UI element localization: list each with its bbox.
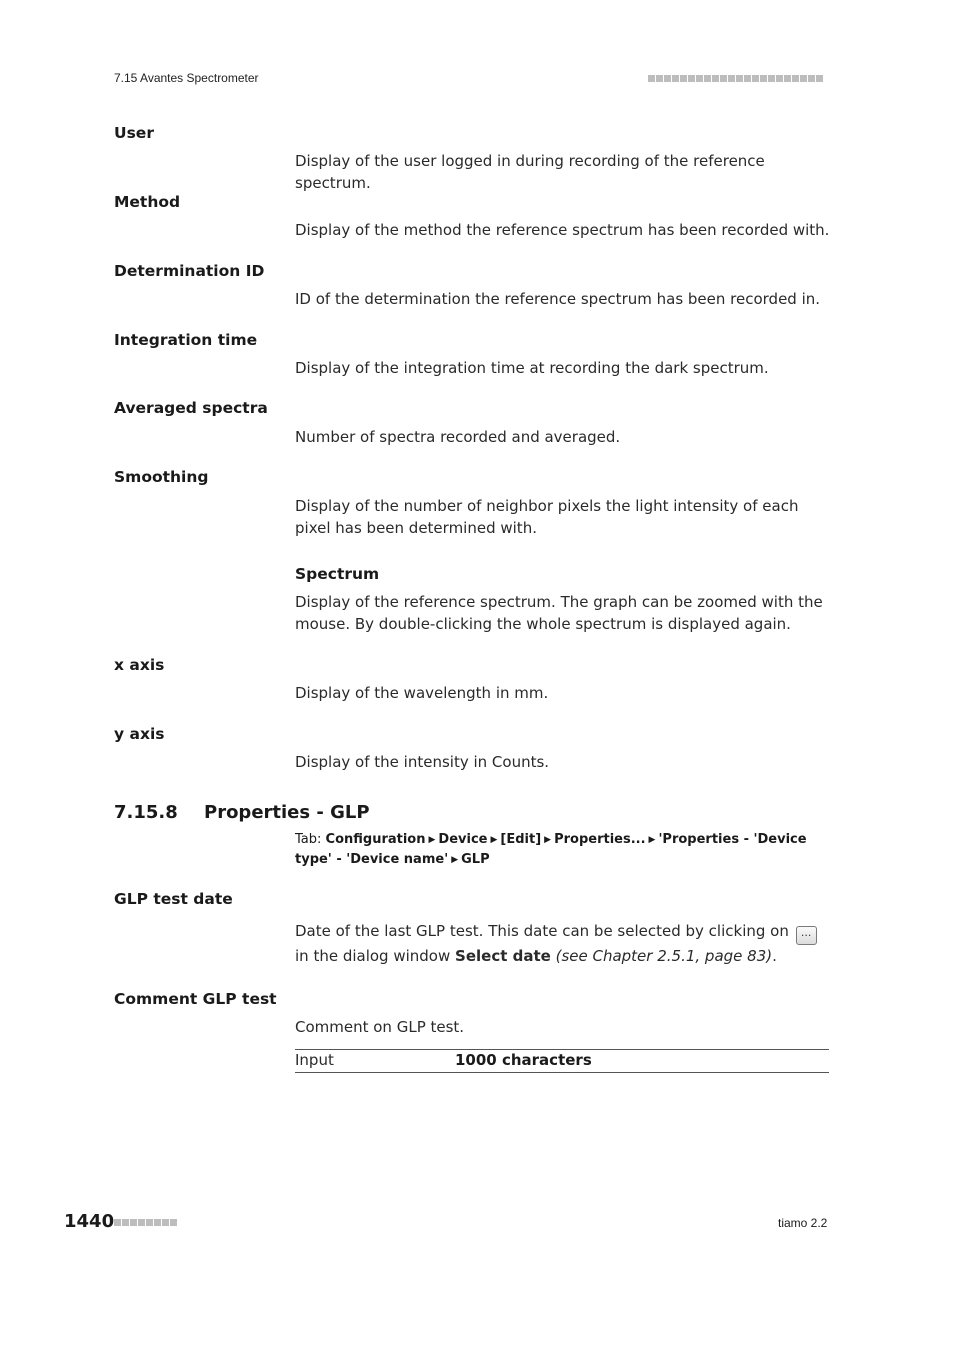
desc-smoothing: Display of the number of neighbor pixels the light intensity of each pixel has been determined with. — [295, 497, 799, 537]
term-averaged-spectra: Averaged spectra — [114, 399, 268, 417]
desc-user: Display of the user logged in during recording of the reference spectrum. — [295, 152, 765, 192]
path-arrow-icon: ▶ — [428, 835, 436, 845]
glp-date-text: Date of the last GLP test. This date can be selected by clicking on — [295, 922, 789, 940]
desc-y-axis: Display of the intensity in Counts. — [295, 753, 550, 771]
desc-method: Display of the method the reference spectrum has been recorded with. — [295, 221, 830, 239]
dialog-name: Select date — [455, 947, 551, 965]
path-glp: GLP — [461, 852, 490, 867]
input-label: Input — [295, 1051, 334, 1069]
term-comment-glp-test: Comment GLP test — [114, 990, 277, 1008]
path-arrow-icon: ▶ — [648, 835, 656, 845]
term-integration-time: Integration time — [114, 331, 258, 349]
path-arrow-icon: ▶ — [451, 855, 459, 865]
desc-integration-time: Display of the integration time at recording the dark spectrum. — [295, 359, 769, 377]
desc-averaged-spectra: Number of spectra recorded and averaged. — [295, 428, 621, 446]
glp-date-text-2: in the dialog window — [295, 947, 456, 965]
page-number: 1440 — [64, 1211, 115, 1232]
ellipsis-button-icon: ... — [796, 926, 817, 945]
path-configuration: Configuration — [325, 832, 426, 847]
desc-glp-test-date — [295, 920, 835, 967]
tab-prefix: Tab: — [295, 832, 326, 847]
input-value: 1000 characters — [455, 1051, 592, 1069]
term-glp-test-date: GLP test date — [114, 890, 233, 908]
section-number: 7.15.8 — [114, 802, 178, 823]
term-y-axis: y axis — [114, 725, 165, 743]
term-determination-id: Determination ID — [114, 262, 265, 280]
desc-x-axis: Display of the wavelength in mm. — [295, 684, 549, 702]
path-device: Device — [438, 832, 488, 847]
path-properties-dialog: 'Properties - 'Device type' - 'Device name' — [295, 832, 807, 867]
term-user: User — [114, 124, 154, 142]
product-name: tiamo 2.2 — [778, 1216, 828, 1230]
running-header: 7.15 Avantes Spectrometer — [114, 71, 259, 85]
input-spec-table — [295, 1049, 829, 1073]
chapter-reference-link[interactable]: (see Chapter 2.5.1, page 83) — [555, 947, 773, 965]
path-properties: Properties... — [554, 832, 646, 847]
desc-determination-id: ID of the determination the reference spectrum has been recorded in. — [295, 290, 821, 308]
term-smoothing: Smoothing — [114, 468, 209, 486]
header-dot-bar — [648, 75, 823, 82]
glp-date-end: . — [772, 947, 777, 965]
footer-dot-bar — [114, 1219, 177, 1226]
path-arrow-icon: ▶ — [490, 835, 498, 845]
path-edit: [Edit] — [500, 832, 542, 847]
term-method: Method — [114, 193, 181, 211]
section-title: Properties - GLP — [204, 802, 370, 823]
path-arrow-icon: ▶ — [544, 835, 552, 845]
tab-navigation-path — [295, 830, 835, 870]
term-x-axis: x axis — [114, 656, 165, 674]
spectrum-heading: Spectrum — [295, 565, 380, 583]
desc-comment-glp-test: Comment on GLP test. — [295, 1018, 465, 1036]
spectrum-desc: Display of the reference spectrum. The graph can be zoomed with the mouse. By double-clicking the whole spectrum is displayed again. — [295, 593, 823, 633]
